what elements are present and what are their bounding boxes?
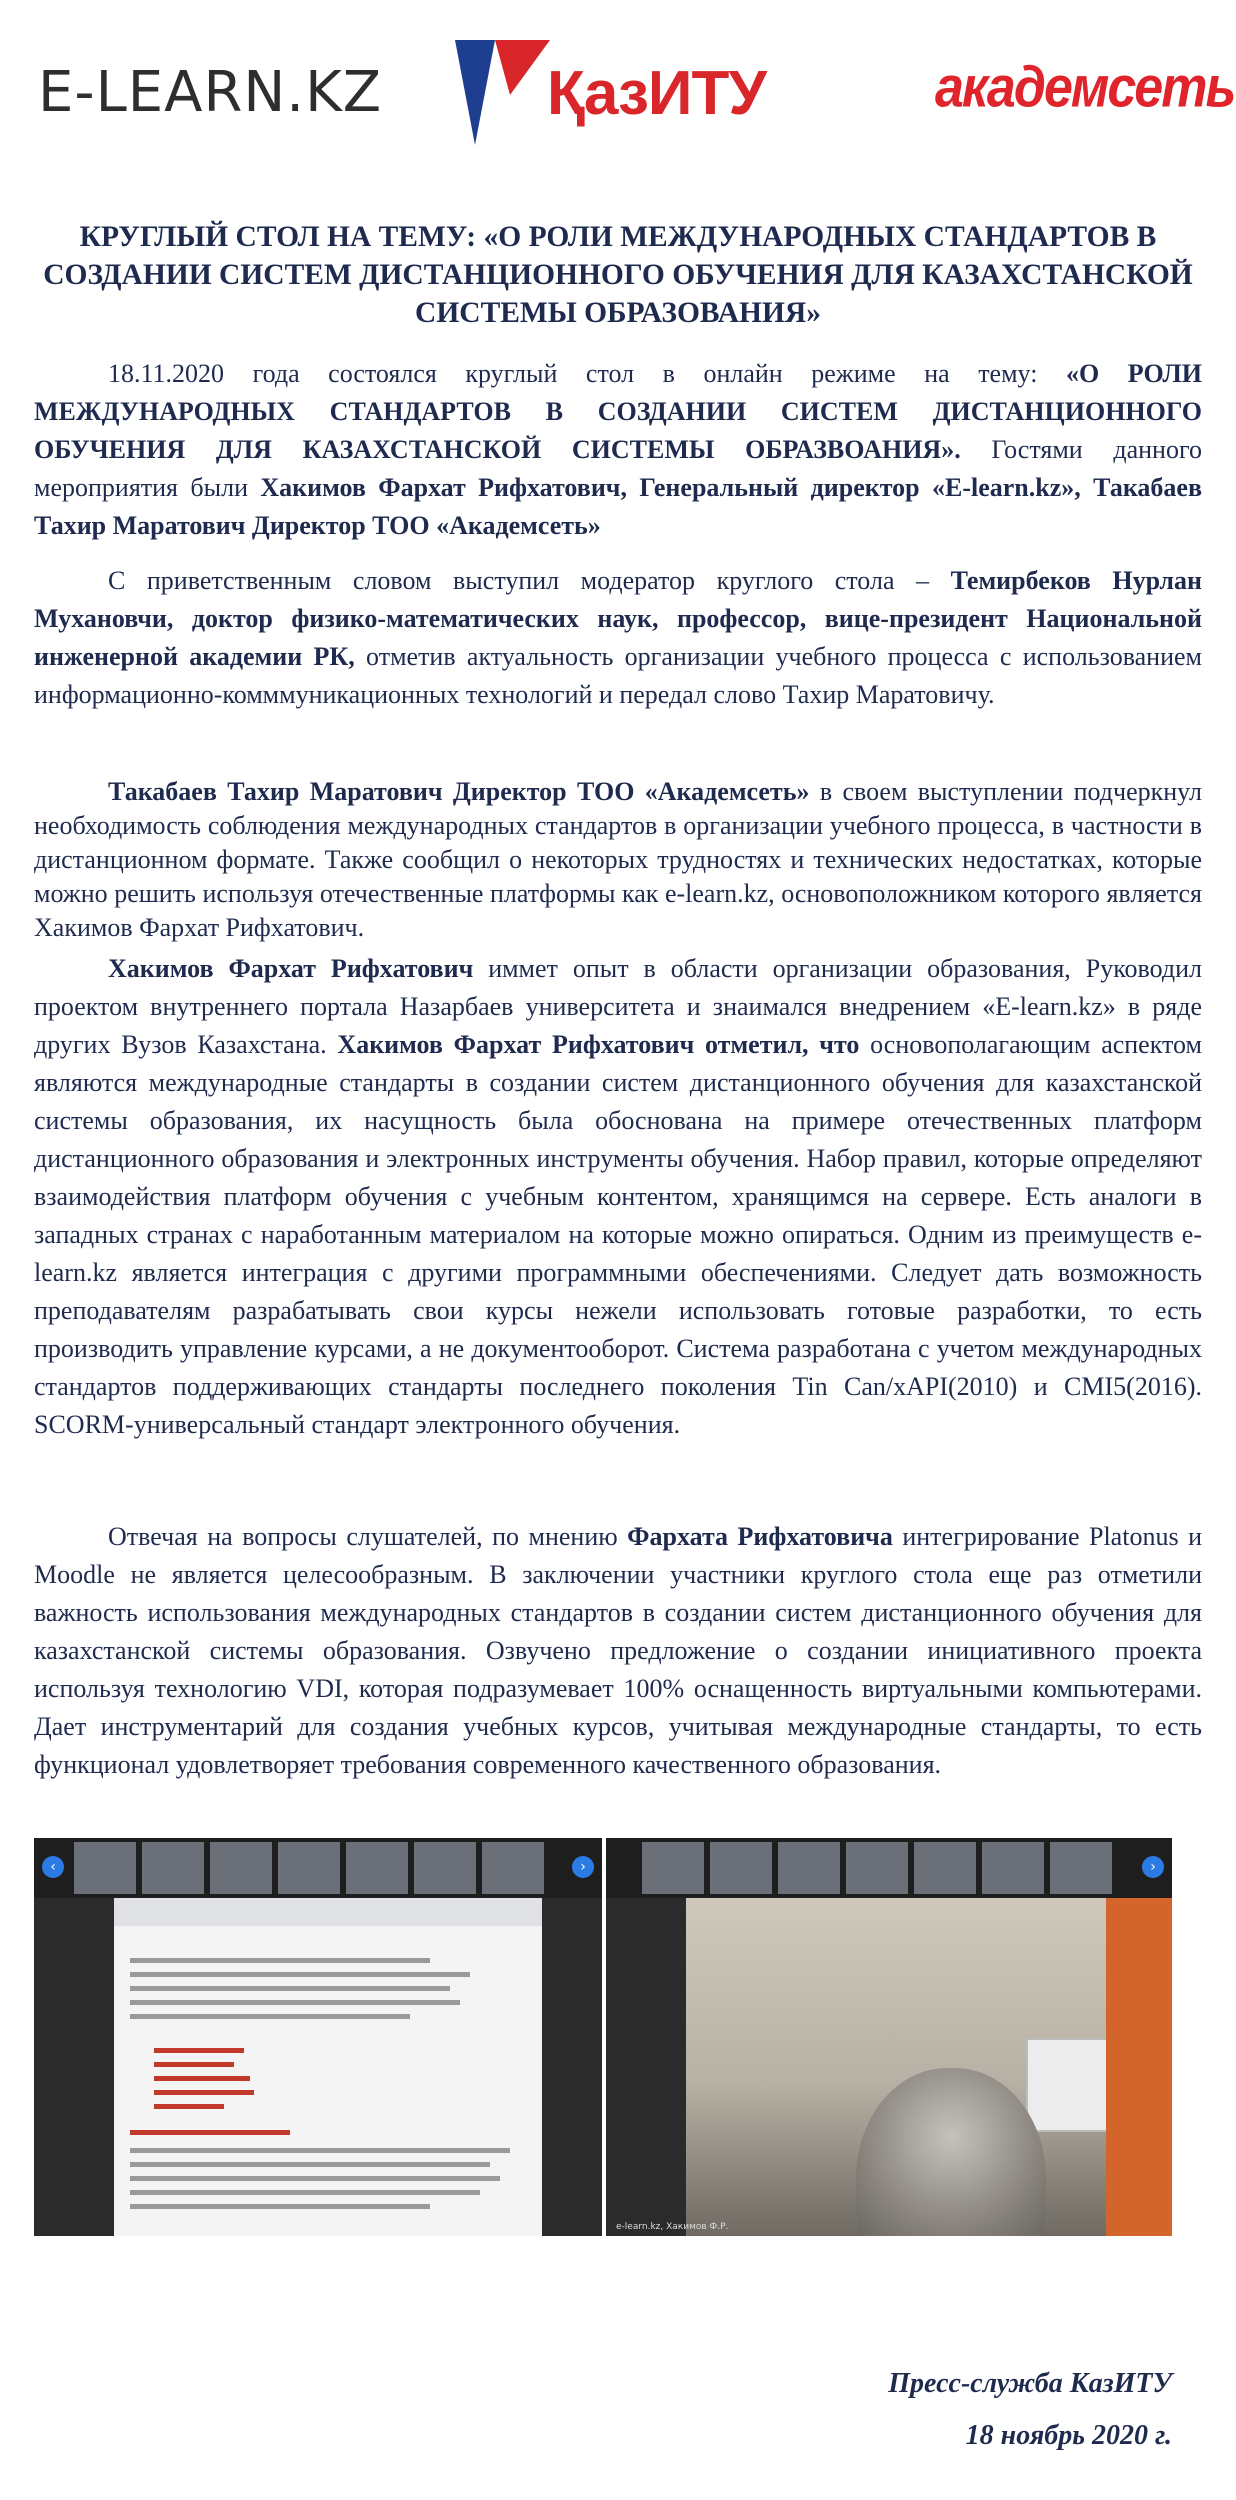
logo-header <box>0 30 1236 160</box>
participant-thumb <box>710 1842 772 1894</box>
press-service-signature: Пресс-служба КазИТУ <box>888 2368 1172 2399</box>
paragraph-takabaev: Такабаев Тахир Маратович Директор ТОО «Академсеть» в своем выступлении подчеркнул необходимость соблюдения международных стандартов в организации учебного процесса, в частности в дистанционном формате. Также сообщил о некоторых трудностях и технических недостатках, которые можно решить используя отечественные платформы как e-learn.kz, основоположником которого является Хакимов Фархат Рифхатович. <box>34 777 1202 942</box>
kazitu-logo <box>455 40 785 145</box>
paragraph-moderator: С приветственным словом выступил модератор круглого стола – Темирбеков Нурлан Мухановчи, доктор физико-математических наук, профессор, вице-президент Национальной инженерной академии РК, отметив актуальность организации учебного процесса с использованием информационно-комммуникационных технологий и передал слово Тахир Маратовичу. <box>34 566 1202 709</box>
orange-door <box>1106 1898 1172 2236</box>
participant-thumb <box>642 1842 704 1894</box>
participant-thumb <box>278 1842 340 1894</box>
participant-thumbnails <box>34 1838 602 1898</box>
page-title: КРУГЛЫЙ СТОЛ НА ТЕМУ: «О РОЛИ МЕЖДУНАРОДНЫХ СТАНДАРТОВ В СОЗДАНИИ СИСТЕМ ДИСТАНЦИОННОГО ОБУЧЕНИЯ ДЛЯ КАЗАХСТАНСКОЙ СИСТЕМЫ ОБРАЗОВАНИЯ» <box>43 221 1193 329</box>
screenshot-presentation-photo <box>34 1838 602 2236</box>
participant-thumb <box>210 1842 272 1894</box>
speaker-video <box>686 1898 1106 2236</box>
browser-bar <box>114 1898 542 1926</box>
chevron-right-icon: › <box>1142 1856 1164 1878</box>
paragraph-khakimov: Хакимов Фархат Рифхатович иммет опыт в области организации образования, Руководил проектом внутреннего портала Назарбаев университета и знаимался внедрением «E-learn.kz» в ряде других Вузов Казахстана. Хакимов Фархат Рифхатович отметил, что основополагающим аспектом являются международные стандарты в создании систем дистанционного обучения для казахстанской системы образования, их насущность была обоснована на примере отечественных платформ дистанционного образования и электронных инструменты обучения. Набор правил, которые определяют взаимодействия платформ обучения с учебным контентом, хранящимся на сервере. Есть аналоги в западных странах с наработанным материалом на которые можно опираться. Одним из преимуществ e-learn.kz является интеграция с другими программными обеспечениями. Следует дать возможность преподавателям разрабатывать свои курсы нежели использовать готовые разработки, то есть производить управление курсами, а не документооборот. Система разработана с учетом международных стандартов поддерживающих стандарты последнего поколения Tin Can/xAPI(2010) и CMI5(2016). SCORM-универсальный стандарт электронного обучения. <box>34 954 1202 1439</box>
paragraph-intro: 18.11.2020 года состоялся круглый стол в онлайн режиме на тему: «О РОЛИ МЕЖДУНАРОДНЫХ СТАНДАРТОВ В СОЗДАНИИ СИСТЕМ ДИСТАНЦИОННОГО ОБУЧЕНИЯ ДЛЯ КАЗАХСТАНСКОЙ СИСТЕМЫ ОБРАЗВОАНИЯ». Гостями данного мероприятия были Хакимов Фархат Рифхатович, Генеральный директор «E-learn.kz», Такабаев Тахир Маратович Директор ТОО «Академсеть» <box>34 359 1203 540</box>
akademset-logo: академсеть <box>935 56 1235 120</box>
speaker-video-photo <box>606 1838 1172 2236</box>
kazitu-mark-icon <box>455 40 555 145</box>
elearn-logo: E-LEARN.KZ <box>38 60 383 125</box>
participant-thumb <box>142 1842 204 1894</box>
chevron-left-icon: ‹ <box>42 1856 64 1878</box>
participant-thumb <box>74 1842 136 1894</box>
participant-thumb <box>982 1842 1044 1894</box>
participant-thumbnails <box>606 1838 1172 1898</box>
participant-thumb <box>482 1842 544 1894</box>
publication-date: 18 ноябрь 2020 г. <box>965 2420 1172 2451</box>
speaker-head <box>856 2068 1046 2236</box>
participant-thumb <box>1050 1842 1112 1894</box>
participant-thumb <box>778 1842 840 1894</box>
participant-thumb <box>346 1842 408 1894</box>
participant-thumb <box>914 1842 976 1894</box>
participant-thumb <box>846 1842 908 1894</box>
chevron-right-icon: › <box>572 1856 594 1878</box>
video-caption: e-learn.kz, Хакимов Ф.Р. <box>616 2222 729 2232</box>
shared-screen <box>114 1898 542 2236</box>
kazitu-logo-text: ҚазИТУ <box>547 59 766 128</box>
paragraph-conclusion: Отвечая на вопросы слушателей, по мнению Фархата Рифхатовича интегрирование Platonus и Moodle не является целесообразным. В заключении участники круглого стола еще раз отметили важность использования международных стандартов в создании систем дистанционного обучения для казахстанской системы образования. Озвучено предложение о создании инициативного проекта используя технологию VDI, которая подразумевает 100% оснащенность виртуальными компьютерами. Дает инструментарий для создания учебных курсов, учитывая международные стандарты, то есть функционал удовлетворяет требования современного качественного образования. <box>34 1522 1202 1779</box>
participant-thumb <box>414 1842 476 1894</box>
